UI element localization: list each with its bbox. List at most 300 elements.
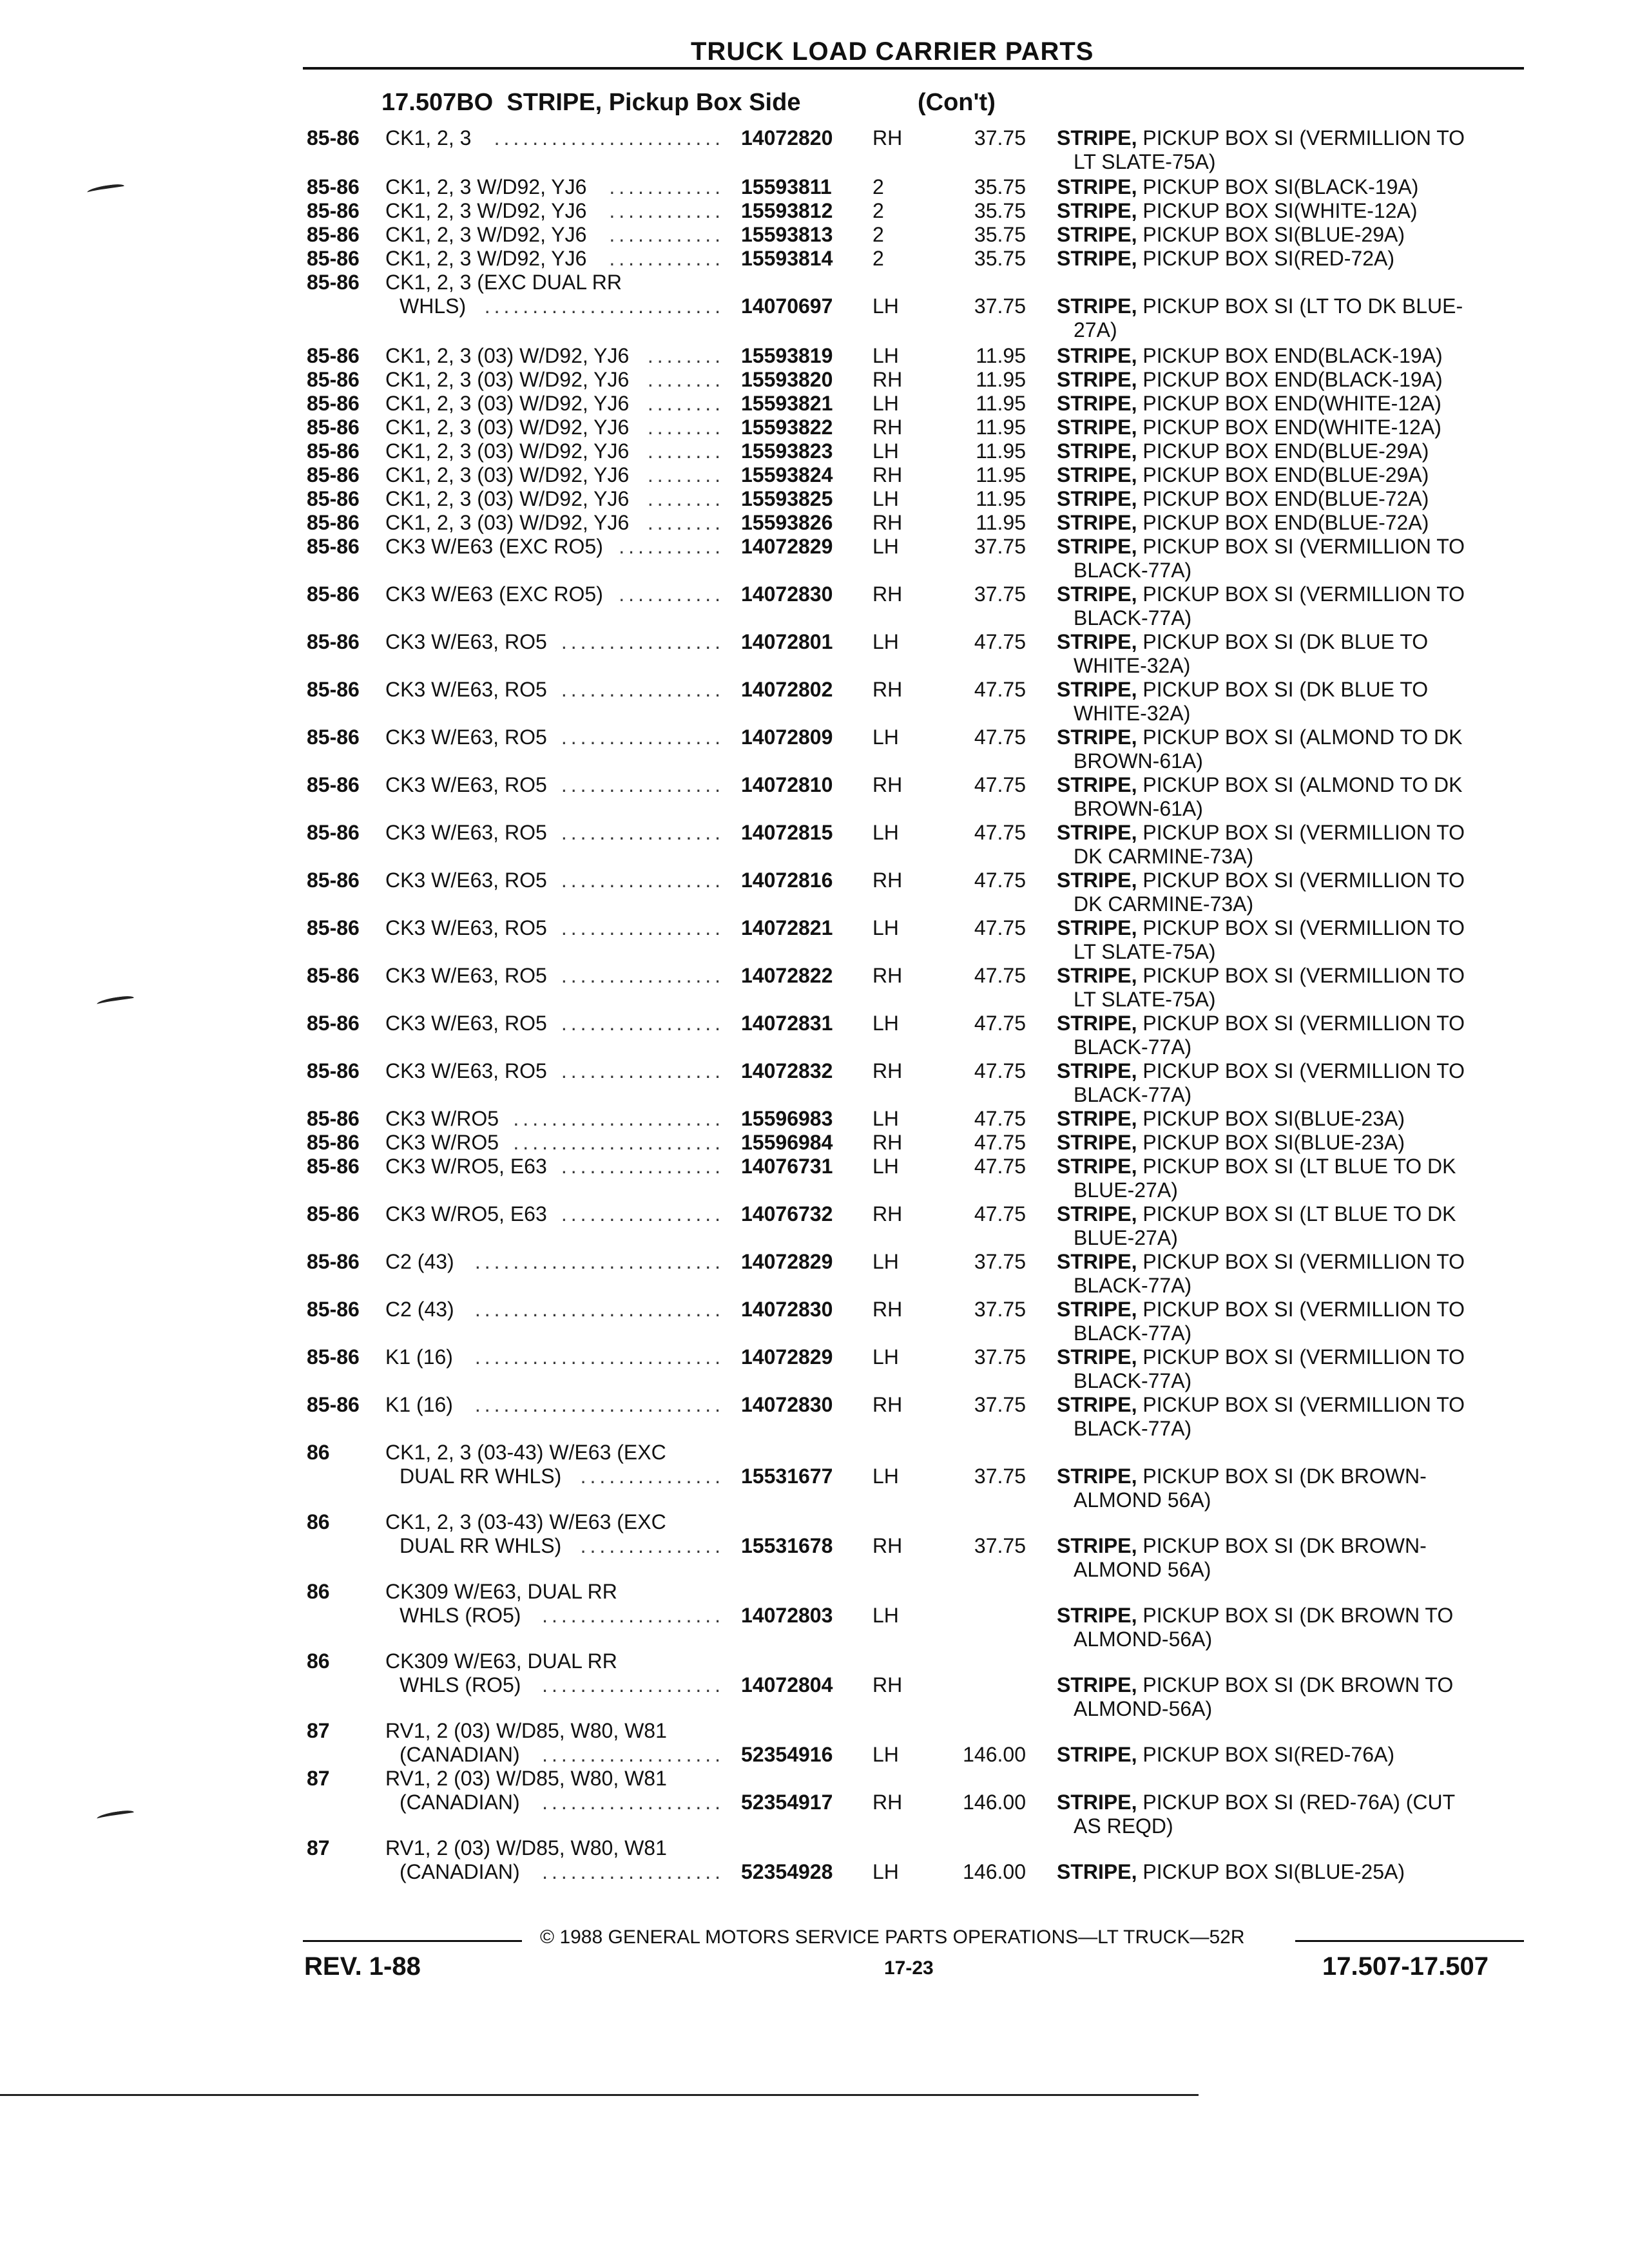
application-cell: CK3 W/E63, RO5 bbox=[385, 964, 547, 987]
part-number-cell: 14072801 bbox=[741, 630, 833, 653]
description-text: PICKUP BOX SI (DK BROWN TO bbox=[1137, 1673, 1454, 1696]
application-cell: CK3 W/E63, RO5 bbox=[385, 1012, 547, 1035]
part-number-cell: 14072829 bbox=[741, 535, 833, 558]
description-cell bbox=[1057, 1155, 1456, 1178]
application-cell: CK3 W/E63, RO5 bbox=[385, 678, 547, 701]
year-cell: 85-86 bbox=[307, 247, 360, 270]
description-text: PICKUP BOX SI (LT TO DK BLUE- bbox=[1137, 294, 1463, 318]
price-cell: 146.00 bbox=[963, 1791, 1026, 1814]
side-cell: LH bbox=[872, 439, 899, 463]
year-cell: 86 bbox=[307, 1441, 330, 1464]
price-cell: 11.95 bbox=[976, 487, 1026, 510]
leader-dots: ........ bbox=[647, 511, 724, 534]
leader-dots: .......................... bbox=[474, 1250, 724, 1273]
year-cell: 85-86 bbox=[307, 1012, 360, 1035]
year-cell: 85-86 bbox=[307, 630, 360, 653]
year-cell: 87 bbox=[307, 1719, 330, 1742]
part-number-cell: 14072830 bbox=[741, 1393, 833, 1416]
application-cell: CK1, 2, 3 (EXC DUAL RR bbox=[385, 271, 622, 294]
part-number-cell: 14076731 bbox=[741, 1155, 833, 1178]
price-cell: 11.95 bbox=[976, 439, 1026, 463]
description-continued: DK CARMINE-73A) bbox=[1074, 892, 1254, 916]
description-keyword: STRIPE, bbox=[1057, 1202, 1137, 1225]
description-keyword: STRIPE, bbox=[1057, 1107, 1137, 1130]
description-cell bbox=[1057, 223, 1405, 247]
year-cell: 85-86 bbox=[307, 869, 360, 892]
description-cell bbox=[1057, 1673, 1453, 1697]
description-cell bbox=[1057, 439, 1429, 463]
description-text: PICKUP BOX END(BLACK-19A) bbox=[1137, 368, 1443, 391]
part-number-cell: 15593822 bbox=[741, 416, 833, 439]
description-keyword: STRIPE, bbox=[1057, 1604, 1137, 1627]
description-keyword: STRIPE, bbox=[1057, 247, 1137, 270]
year-cell: 85-86 bbox=[307, 1131, 360, 1154]
year-cell: 87 bbox=[307, 1836, 330, 1860]
leader-dots: ................... bbox=[542, 1604, 724, 1627]
year-cell: 85-86 bbox=[307, 821, 360, 844]
description-cell bbox=[1057, 416, 1441, 439]
price-cell: 37.75 bbox=[974, 582, 1026, 606]
side-cell: LH bbox=[872, 1107, 899, 1130]
part-number-cell: 15593820 bbox=[741, 368, 833, 391]
description-keyword: STRIPE, bbox=[1057, 535, 1137, 558]
leader-dots: ................. bbox=[561, 1155, 724, 1178]
year-cell: 85-86 bbox=[307, 511, 360, 534]
side-cell: LH bbox=[872, 1345, 899, 1369]
scan-edge-line bbox=[0, 2094, 1199, 2096]
year-cell: 85-86 bbox=[307, 1107, 360, 1130]
description-text: PICKUP BOX SI (ALMOND TO DK bbox=[1137, 726, 1463, 749]
description-cell bbox=[1057, 247, 1394, 271]
price-cell: 47.75 bbox=[974, 821, 1026, 844]
description-cell bbox=[1057, 1250, 1465, 1274]
description-keyword: STRIPE, bbox=[1057, 368, 1137, 391]
leader-dots: ........ bbox=[647, 392, 724, 415]
description-keyword: STRIPE, bbox=[1057, 821, 1137, 844]
footer-copyright: © 1988 GENERAL MOTORS SERVICE PARTS OPERATIONS—LT TRUCK—52R bbox=[540, 1927, 1245, 1948]
description-keyword: STRIPE, bbox=[1057, 199, 1137, 222]
description-keyword: STRIPE, bbox=[1057, 294, 1137, 318]
description-cell bbox=[1057, 1012, 1465, 1035]
price-cell: 35.75 bbox=[974, 247, 1026, 270]
part-number-cell: 15593811 bbox=[741, 175, 832, 198]
price-cell: 11.95 bbox=[976, 392, 1026, 415]
side-cell: RH bbox=[872, 1534, 903, 1557]
description-keyword: STRIPE, bbox=[1057, 439, 1137, 463]
description-text: PICKUP BOX SI(RED-76A) bbox=[1137, 1743, 1394, 1766]
description-cell bbox=[1057, 1345, 1465, 1369]
price-cell: 47.75 bbox=[974, 916, 1026, 939]
application-cell: CK3 W/E63, RO5 bbox=[385, 821, 547, 844]
leader-dots: ................. bbox=[561, 1202, 724, 1225]
description-continued: ALMOND-56A) bbox=[1074, 1628, 1213, 1651]
description-continued: BLACK-77A) bbox=[1074, 1035, 1192, 1059]
description-text: PICKUP BOX SI (RED-76A) (CUT bbox=[1137, 1791, 1456, 1814]
side-cell: LH bbox=[872, 487, 899, 510]
price-cell: 37.75 bbox=[974, 1298, 1026, 1321]
leader-dots: ............ bbox=[609, 223, 724, 246]
application-cell: CK1, 2, 3 (03) W/D92, YJ6 bbox=[385, 463, 630, 486]
year-cell: 85-86 bbox=[307, 392, 360, 415]
leader-dots: ................... bbox=[542, 1860, 724, 1883]
description-cell bbox=[1057, 126, 1465, 150]
description-text: PICKUP BOX SI (VERMILLION TO bbox=[1137, 582, 1465, 606]
footer-rule-left bbox=[303, 1940, 522, 1942]
description-text: PICKUP BOX SI (VERMILLION TO bbox=[1137, 1059, 1465, 1082]
side-cell: RH bbox=[872, 1393, 903, 1416]
description-keyword: STRIPE, bbox=[1057, 175, 1137, 198]
description-cell bbox=[1057, 535, 1465, 559]
description-cell bbox=[1057, 1860, 1405, 1884]
side-cell: LH bbox=[872, 1465, 899, 1488]
description-cell bbox=[1057, 344, 1443, 368]
part-number-cell: 14072803 bbox=[741, 1604, 833, 1627]
price-cell: 47.75 bbox=[974, 678, 1026, 701]
application-cell: CK3 W/E63, RO5 bbox=[385, 773, 547, 796]
description-keyword: STRIPE, bbox=[1057, 126, 1137, 149]
application-cell: CK1, 2, 3 (03) W/D92, YJ6 bbox=[385, 487, 630, 510]
part-number-cell: 14072830 bbox=[741, 1298, 833, 1321]
side-cell: RH bbox=[872, 964, 903, 987]
side-cell: RH bbox=[872, 368, 903, 391]
description-keyword: STRIPE, bbox=[1057, 344, 1137, 367]
description-continued: BLACK-77A) bbox=[1074, 1321, 1192, 1345]
description-cell bbox=[1057, 916, 1465, 940]
description-keyword: STRIPE, bbox=[1057, 487, 1137, 510]
description-continued: ALMOND 56A) bbox=[1074, 1558, 1211, 1581]
description-cell bbox=[1057, 463, 1429, 487]
application-cell: CK3 W/E63 (EXC RO5) bbox=[385, 535, 603, 558]
section-continued: (Con't) bbox=[918, 89, 996, 116]
part-number-cell: 14072815 bbox=[741, 821, 833, 844]
description-cell bbox=[1057, 773, 1462, 797]
description-cell bbox=[1057, 726, 1462, 749]
part-number-cell: 14072830 bbox=[741, 582, 833, 606]
side-cell: RH bbox=[872, 1131, 903, 1154]
description-keyword: STRIPE, bbox=[1057, 1059, 1137, 1082]
price-cell: 11.95 bbox=[976, 511, 1026, 534]
price-cell: 47.75 bbox=[974, 1107, 1026, 1130]
price-cell: 47.75 bbox=[974, 964, 1026, 987]
leader-dots: ........ bbox=[647, 344, 724, 367]
price-cell: 146.00 bbox=[963, 1860, 1026, 1883]
year-cell: 85-86 bbox=[307, 175, 360, 198]
application-cell: CK3 W/RO5, E63 bbox=[385, 1202, 547, 1225]
description-text: PICKUP BOX SI(BLUE-23A) bbox=[1137, 1107, 1405, 1130]
side-cell: LH bbox=[872, 1012, 899, 1035]
side-cell: LH bbox=[872, 1250, 899, 1273]
year-cell: 85-86 bbox=[307, 964, 360, 987]
year-cell: 85-86 bbox=[307, 487, 360, 510]
description-cell bbox=[1057, 964, 1465, 988]
part-number-cell: 52354916 bbox=[741, 1743, 833, 1766]
description-keyword: STRIPE, bbox=[1057, 223, 1137, 246]
price-cell: 37.75 bbox=[974, 1534, 1026, 1557]
part-number-cell: 15593814 bbox=[741, 247, 833, 270]
part-number-cell: 15596984 bbox=[741, 1131, 833, 1154]
description-cell bbox=[1057, 869, 1465, 892]
description-text: PICKUP BOX SI (VERMILLION TO bbox=[1137, 869, 1465, 892]
description-keyword: STRIPE, bbox=[1057, 1393, 1137, 1416]
description-cell bbox=[1057, 1534, 1427, 1558]
description-text: PICKUP BOX SI(WHITE-12A) bbox=[1137, 199, 1418, 222]
part-number-cell: 14072802 bbox=[741, 678, 833, 701]
description-continued: DK CARMINE-73A) bbox=[1074, 845, 1254, 868]
application-cell: CK1, 2, 3 (03) W/D92, YJ6 bbox=[385, 511, 630, 534]
description-keyword: STRIPE, bbox=[1057, 1298, 1137, 1321]
description-text: PICKUP BOX END(BLUE-72A) bbox=[1137, 511, 1429, 534]
application-cell-continued: WHLS (RO5) bbox=[400, 1673, 521, 1696]
part-number-cell: 15593821 bbox=[741, 392, 833, 415]
description-continued: BROWN-61A) bbox=[1074, 797, 1203, 820]
description-text: PICKUP BOX SI (DK BLUE TO bbox=[1137, 678, 1429, 701]
description-cell bbox=[1057, 1465, 1427, 1488]
leader-dots: ............... bbox=[580, 1534, 724, 1557]
description-keyword: STRIPE, bbox=[1057, 678, 1137, 701]
description-text: PICKUP BOX SI (DK BLUE TO bbox=[1137, 630, 1429, 653]
description-keyword: STRIPE, bbox=[1057, 1250, 1137, 1273]
year-cell: 85-86 bbox=[307, 126, 360, 149]
price-cell: 11.95 bbox=[976, 463, 1026, 486]
part-number-cell: 15593819 bbox=[741, 344, 833, 367]
description-keyword: STRIPE, bbox=[1057, 726, 1137, 749]
description-text: PICKUP BOX SI (VERMILLION TO bbox=[1137, 126, 1465, 149]
application-cell: CK309 W/E63, DUAL RR bbox=[385, 1580, 617, 1603]
price-cell: 47.75 bbox=[974, 1202, 1026, 1225]
leader-dots: ........ bbox=[647, 368, 724, 391]
leader-dots: ................. bbox=[561, 678, 724, 701]
leader-dots: ........ bbox=[647, 487, 724, 510]
description-continued: 27A) bbox=[1074, 318, 1117, 341]
description-continued: BLACK-77A) bbox=[1074, 1083, 1192, 1106]
description-continued: BLACK-77A) bbox=[1074, 1274, 1192, 1297]
leader-dots: ............ bbox=[609, 175, 724, 198]
description-keyword: STRIPE, bbox=[1057, 773, 1137, 796]
description-keyword: STRIPE, bbox=[1057, 1155, 1137, 1178]
side-cell: 2 bbox=[872, 199, 884, 222]
part-number-cell: 14072822 bbox=[741, 964, 833, 987]
part-number-cell: 14070697 bbox=[741, 294, 833, 318]
year-cell: 85-86 bbox=[307, 1202, 360, 1225]
year-cell: 85-86 bbox=[307, 463, 360, 486]
description-cell bbox=[1057, 1298, 1465, 1321]
leader-dots: ........ bbox=[647, 416, 724, 439]
year-cell: 85-86 bbox=[307, 344, 360, 367]
description-text: PICKUP BOX SI(BLUE-29A) bbox=[1137, 223, 1405, 246]
description-cell bbox=[1057, 821, 1465, 845]
description-text: PICKUP BOX END(WHITE-12A) bbox=[1137, 392, 1441, 415]
leader-dots: ...................... bbox=[513, 1131, 724, 1154]
side-cell: RH bbox=[872, 582, 903, 606]
leader-dots: ................... bbox=[542, 1743, 724, 1766]
application-cell: C2 (43) bbox=[385, 1250, 454, 1273]
application-cell: CK1, 2, 3 bbox=[385, 126, 472, 149]
description-continued: BLACK-77A) bbox=[1074, 1369, 1192, 1392]
price-cell: 35.75 bbox=[974, 199, 1026, 222]
description-text: PICKUP BOX SI(BLACK-19A) bbox=[1137, 175, 1419, 198]
price-cell: 47.75 bbox=[974, 630, 1026, 653]
side-cell: LH bbox=[872, 1155, 899, 1178]
description-text: PICKUP BOX END(WHITE-12A) bbox=[1137, 416, 1441, 439]
application-cell: CK1, 2, 3 W/D92, YJ6 bbox=[385, 223, 587, 246]
description-continued: ALMOND 56A) bbox=[1074, 1488, 1211, 1512]
description-text: PICKUP BOX SI (VERMILLION TO bbox=[1137, 916, 1465, 939]
description-cell bbox=[1057, 294, 1463, 318]
leader-dots: ........ bbox=[647, 439, 724, 463]
description-keyword: STRIPE, bbox=[1057, 916, 1137, 939]
side-cell: RH bbox=[872, 511, 903, 534]
section-title: 17.507BO STRIPE, Pickup Box Side bbox=[381, 89, 801, 116]
application-cell: CK3 W/E63, RO5 bbox=[385, 630, 547, 653]
description-keyword: STRIPE, bbox=[1057, 964, 1137, 987]
side-cell: LH bbox=[872, 630, 899, 653]
application-cell: K1 (16) bbox=[385, 1393, 453, 1416]
description-continued: BROWN-61A) bbox=[1074, 749, 1203, 773]
leader-dots: ................. bbox=[561, 869, 724, 892]
price-cell: 37.75 bbox=[974, 535, 1026, 558]
description-text: PICKUP BOX SI (DK BROWN TO bbox=[1137, 1604, 1454, 1627]
side-cell: RH bbox=[872, 1298, 903, 1321]
part-number-cell: 14072810 bbox=[741, 773, 833, 796]
part-number-cell: 15531678 bbox=[741, 1534, 833, 1557]
side-cell: RH bbox=[872, 126, 903, 149]
price-cell: 47.75 bbox=[974, 773, 1026, 796]
application-cell: CK1, 2, 3 (03) W/D92, YJ6 bbox=[385, 368, 630, 391]
leader-dots: ................. bbox=[561, 964, 724, 987]
description-cell bbox=[1057, 487, 1429, 511]
description-text: PICKUP BOX SI (ALMOND TO DK bbox=[1137, 773, 1463, 796]
application-cell: C2 (43) bbox=[385, 1298, 454, 1321]
description-cell bbox=[1057, 678, 1428, 702]
side-cell: LH bbox=[872, 726, 899, 749]
application-cell: CK3 W/RO5 bbox=[385, 1107, 499, 1130]
leader-dots: ......................... bbox=[484, 294, 724, 318]
part-number-cell: 14072820 bbox=[741, 126, 833, 149]
application-cell: CK1, 2, 3 (03) W/D92, YJ6 bbox=[385, 439, 630, 463]
year-cell: 85-86 bbox=[307, 368, 360, 391]
price-cell: 47.75 bbox=[974, 1059, 1026, 1082]
price-cell: 37.75 bbox=[974, 1465, 1026, 1488]
footer-section-code: 17.507-17.507 bbox=[1322, 1952, 1489, 1981]
description-cell bbox=[1057, 511, 1429, 535]
description-text: PICKUP BOX SI (DK BROWN- bbox=[1137, 1465, 1427, 1488]
description-continued: BLACK-77A) bbox=[1074, 559, 1192, 582]
leader-dots: ................. bbox=[561, 821, 724, 844]
leader-dots: ........ bbox=[647, 463, 724, 486]
price-cell: 47.75 bbox=[974, 869, 1026, 892]
year-cell: 85-86 bbox=[307, 916, 360, 939]
application-cell: CK3 W/E63, RO5 bbox=[385, 726, 547, 749]
application-cell-continued: DUAL RR WHLS) bbox=[400, 1534, 562, 1557]
description-cell bbox=[1057, 582, 1465, 606]
price-cell: 37.75 bbox=[974, 1250, 1026, 1273]
description-text: PICKUP BOX END(BLUE-29A) bbox=[1137, 463, 1429, 486]
side-cell: LH bbox=[872, 1860, 899, 1883]
leader-dots: ............... bbox=[580, 1465, 724, 1488]
side-cell: LH bbox=[872, 916, 899, 939]
price-cell: 11.95 bbox=[976, 344, 1026, 367]
description-cell bbox=[1057, 1202, 1456, 1226]
description-keyword: STRIPE, bbox=[1057, 869, 1137, 892]
description-keyword: STRIPE, bbox=[1057, 1012, 1137, 1035]
description-continued: ALMOND-56A) bbox=[1074, 1697, 1213, 1720]
year-cell: 85-86 bbox=[307, 1345, 360, 1369]
leader-dots: .......................... bbox=[474, 1298, 724, 1321]
application-cell: CK1, 2, 3 W/D92, YJ6 bbox=[385, 175, 587, 198]
application-cell: RV1, 2 (03) W/D85, W80, W81 bbox=[385, 1836, 667, 1860]
price-cell: 47.75 bbox=[974, 1155, 1026, 1178]
leader-dots: ........................ bbox=[494, 126, 724, 149]
description-keyword: STRIPE, bbox=[1057, 511, 1137, 534]
description-text: PICKUP BOX SI(BLUE-23A) bbox=[1137, 1131, 1405, 1154]
description-keyword: STRIPE, bbox=[1057, 582, 1137, 606]
price-cell: 37.75 bbox=[974, 1393, 1026, 1416]
part-number-cell: 14072829 bbox=[741, 1345, 833, 1369]
description-cell bbox=[1057, 1059, 1465, 1083]
description-text: PICKUP BOX SI (VERMILLION TO bbox=[1137, 821, 1465, 844]
description-keyword: STRIPE, bbox=[1057, 463, 1137, 486]
side-cell: 2 bbox=[872, 175, 884, 198]
year-cell: 85-86 bbox=[307, 1298, 360, 1321]
price-cell: 35.75 bbox=[974, 223, 1026, 246]
part-number-cell: 14072829 bbox=[741, 1250, 833, 1273]
description-cell bbox=[1057, 1107, 1405, 1131]
leader-dots: .......................... bbox=[474, 1345, 724, 1369]
application-cell: CK3 W/RO5, E63 bbox=[385, 1155, 547, 1178]
price-cell: 11.95 bbox=[976, 368, 1026, 391]
page-header-title: TRUCK LOAD CARRIER PARTS bbox=[691, 37, 1094, 66]
description-text: PICKUP BOX SI(BLUE-25A) bbox=[1137, 1860, 1405, 1883]
side-cell: 2 bbox=[872, 247, 884, 270]
price-cell: 47.75 bbox=[974, 1131, 1026, 1154]
description-cell bbox=[1057, 392, 1441, 416]
leader-dots: ................. bbox=[561, 916, 724, 939]
side-cell: RH bbox=[872, 463, 903, 486]
side-cell: 2 bbox=[872, 223, 884, 246]
side-cell: RH bbox=[872, 1673, 903, 1696]
part-number-cell: 14076732 bbox=[741, 1202, 833, 1225]
application-cell: CK3 W/E63 (EXC RO5) bbox=[385, 582, 603, 606]
application-cell: RV1, 2 (03) W/D85, W80, W81 bbox=[385, 1719, 667, 1742]
application-cell: CK3 W/RO5 bbox=[385, 1131, 499, 1154]
application-cell: CK3 W/E63, RO5 bbox=[385, 869, 547, 892]
description-text: PICKUP BOX END(BLUE-72A) bbox=[1137, 487, 1429, 510]
part-number-cell: 15596983 bbox=[741, 1107, 833, 1130]
application-cell: CK3 W/E63, RO5 bbox=[385, 1059, 547, 1082]
price-cell: 11.95 bbox=[976, 416, 1026, 439]
year-cell: 85-86 bbox=[307, 1059, 360, 1082]
leader-dots: ........... bbox=[619, 582, 724, 606]
leader-dots: ................. bbox=[561, 726, 724, 749]
description-continued: LT SLATE-75A) bbox=[1074, 988, 1216, 1011]
side-cell: RH bbox=[872, 1059, 903, 1082]
year-cell: 87 bbox=[307, 1767, 330, 1790]
application-cell-continued: (CANADIAN) bbox=[400, 1743, 520, 1766]
side-cell: LH bbox=[872, 392, 899, 415]
side-cell: RH bbox=[872, 678, 903, 701]
application-cell: CK3 W/E63, RO5 bbox=[385, 916, 547, 939]
footer-rule-right bbox=[1295, 1940, 1524, 1942]
price-cell: 146.00 bbox=[963, 1743, 1026, 1766]
part-number-cell: 15593824 bbox=[741, 463, 833, 486]
leader-dots: ...................... bbox=[513, 1107, 724, 1130]
part-number-cell: 15593826 bbox=[741, 511, 833, 534]
description-cell bbox=[1057, 1131, 1405, 1155]
application-cell: K1 (16) bbox=[385, 1345, 453, 1369]
year-cell: 85-86 bbox=[307, 535, 360, 558]
application-cell: CK1, 2, 3 (03-43) W/E63 (EXC bbox=[385, 1510, 666, 1533]
description-keyword: STRIPE, bbox=[1057, 1791, 1137, 1814]
